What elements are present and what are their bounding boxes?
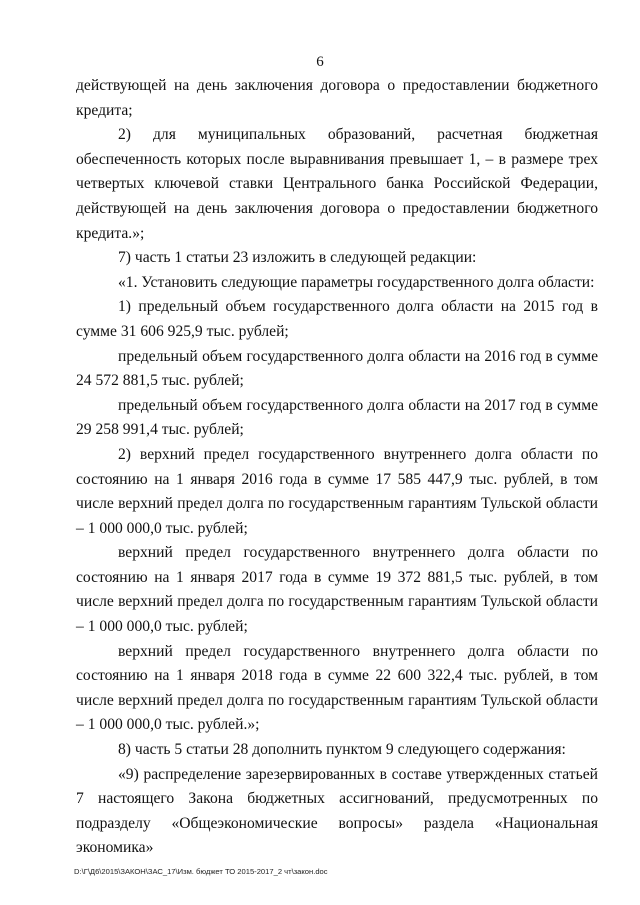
footer-file-path: D:\Г\Д6\2015\ЗАКОН\ЗАС_17\Изм. бюджет ТО 2015-2017_2 чт\закон.doc [74, 867, 328, 876]
paragraph-upper-limit-2018: верхний предел государственного внутреннего долга области по состоянию на 1 января 2018 года в сумме 22 600 322,4 тыс. рублей, в том числе верхний предел долга по государственным гарантиям Тульской области – 1 000 000,0 тыс. рублей.»; [76, 642, 598, 734]
paragraph-debt-limit-2017: предельный объем государственного долга области на 2017 год в сумме 29 258 991,4 тыс. рублей; [76, 396, 598, 439]
page-number: 6 [316, 54, 324, 70]
paragraph-item-9: «9) распределение зарезервированных в составе утвержденных статьей 7 настоящего Закона бюджетных ассигнований, предусмотренных по подразделу «Общеэкономические вопросы» раздела «Национальная экономика» [76, 765, 598, 857]
paragraph-debt-limit-2016: предельный объем государственного долга области на 2016 год в сумме 24 572 881,5 тыс. рублей; [76, 347, 598, 390]
paragraph-debt-limit-2015: 1) предельный объем государственного долга области на 2015 год в сумме 31 606 925,9 тыс. рублей; [76, 298, 598, 340]
paragraph-item-7: 7) часть 1 статьи 23 изложить в следующей редакции: [118, 249, 477, 267]
paragraph-item-8: 8) часть 5 статьи 28 дополнить пунктом 9 следующего содержания: [118, 741, 566, 759]
paragraph-upper-limit-2017: верхний предел государственного внутреннего долга области по состоянию на 1 января 2017 года в сумме 19 372 881,5 тыс. рублей, в том числе верхний предел долга по государственным гарантиям Тульской области – 1 000 000,0 тыс. рублей; [76, 544, 598, 636]
paragraph-debt-params-intro: «1. Установить следующие параметры государственного долга области: [118, 273, 595, 291]
paragraph-credit-continuation: действующей на день заключения договора о предоставлении бюджетного кредита; [76, 77, 598, 119]
paragraph-upper-limit-2016: 2) верхний предел государственного внутреннего долга области по состоянию на 1 января 2016 года в сумме 17 585 447,9 тыс. рублей, в том числе верхний предел долга по государственным гарантиям Тульской области – 1 000 000,0 тыс. рублей; [76, 445, 598, 537]
document-body [76, 74, 598, 861]
paragraph-municipal-item-2: 2) для муниципальных образований, расчетная бюджетная обеспеченность которых после выравнивания превышает 1, – в размере трех четвертых ключевой ставки Центрального банка Российской Федерации, действующей на день заключения договора о предоставлении бюджетного кредита.»; [76, 126, 598, 242]
